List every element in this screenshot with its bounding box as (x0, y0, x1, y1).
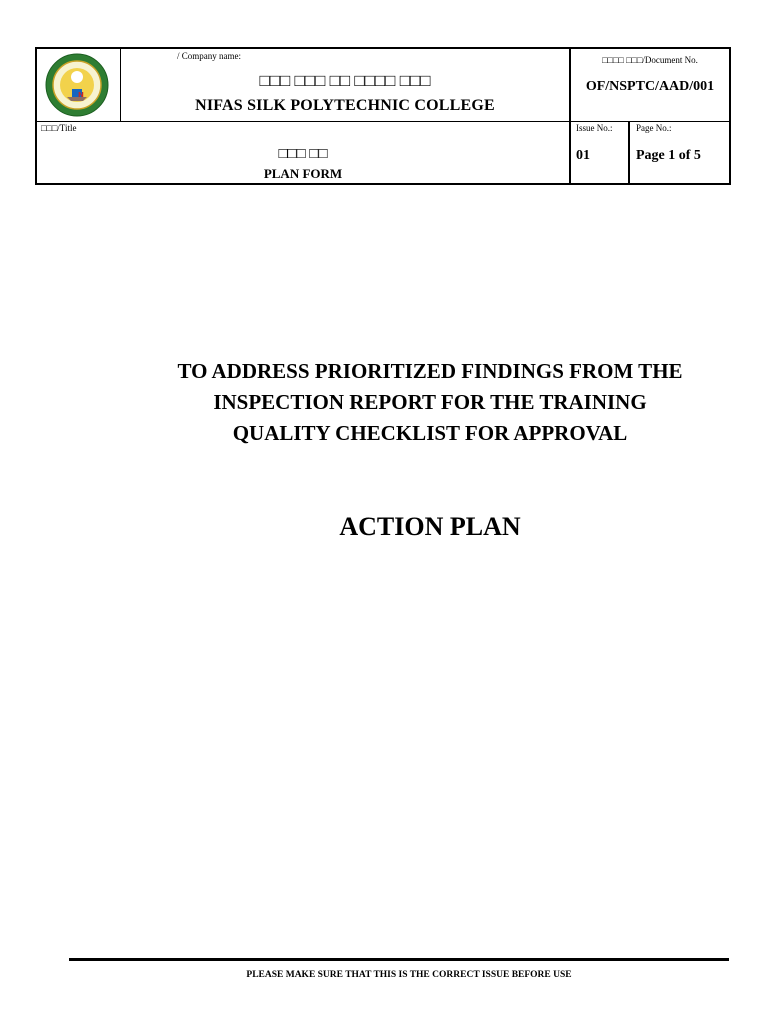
page-number: Page 1 of 5 (636, 148, 701, 163)
footer-notice: PLEASE MAKE SURE THAT THIS IS THE CORRECT ISSUE BEFORE USE (246, 970, 572, 980)
footer-divider (69, 958, 729, 961)
company-name: NIFAS SILK POLYTECHNIC COLLEGE (195, 97, 495, 114)
page-number-label: Page No.: (636, 123, 672, 133)
document-header-table (35, 47, 731, 185)
issue-number-cell (571, 121, 630, 183)
title-label: □□□/Title (41, 123, 77, 133)
purpose-heading (130, 356, 730, 449)
document-number-cell (571, 49, 729, 121)
purpose-heading-line: INSPECTION REPORT FOR THE TRAINING (213, 390, 647, 414)
company-name-amharic: □□□ □□□ □□ □□□□ □□□ (259, 71, 431, 90)
form-title: PLAN FORM (263, 166, 343, 181)
title-amharic: □□□ □□ (278, 146, 328, 162)
company-name-cell (121, 49, 571, 121)
purpose-heading-line: QUALITY CHECKLIST FOR APPROVAL (232, 421, 628, 445)
document-number-label: □□□□ □□□/Document No. (602, 55, 698, 65)
company-name-label: / Company name: (177, 51, 241, 61)
issue-number: 01 (576, 148, 590, 163)
college-seal-logo-icon (45, 53, 109, 117)
document-number: OF/NSPTC/AAD/001 (585, 79, 715, 94)
purpose-heading-line: TO ADDRESS PRIORITIZED FINDINGS FROM THE (177, 359, 683, 383)
document-title: ACTION PLAN (339, 512, 521, 541)
issue-number-label: Issue No.: (576, 123, 613, 133)
page-number-cell (630, 121, 729, 183)
logo-cell (37, 49, 121, 121)
title-cell (37, 121, 571, 183)
svg-text:N: N (78, 91, 84, 99)
